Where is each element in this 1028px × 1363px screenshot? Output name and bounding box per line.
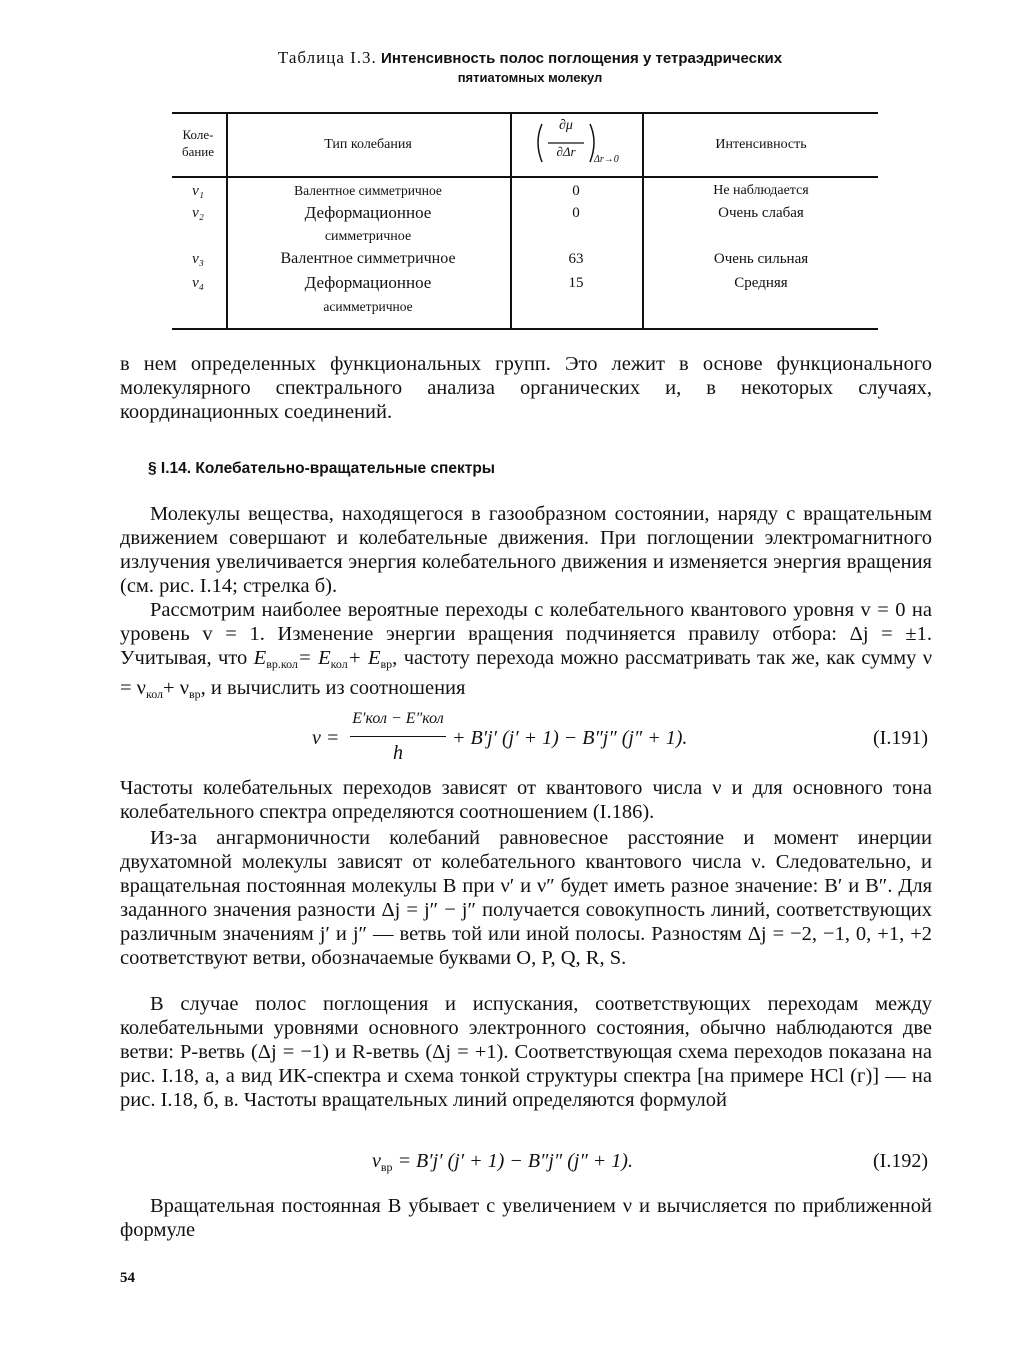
header-derivative bbox=[512, 118, 640, 170]
eq191-fraction-bar bbox=[350, 736, 446, 737]
paragraph-2: Рассмотрим наиболее вероятные переходы с колебательного квантового уровня v = 0 на уровень v = 1. Изменение энергии вращения подчиняется правилу отбора: Δj = ±1. Учитывая, что $E_{вр.кол}= E_{кол}+ E_{вр}$, частоту перехода можно рассматривать так же, как сумму $\nu = \nu_{кол}+ \nu_{вр}$, и вычислить из соотношения bbox=[120, 599, 932, 701]
derivative-limit: Δr→0 bbox=[594, 154, 619, 165]
paragraph-5: В случае полос поглощения и испускания, соответствующих переходам между колебательными уровнями основного электронного состояния, обычно наблюдаются две ветви: P-ветвь (Δj = −1) и R-ветвь (Δj = +1). Соответствующая схема переходов показана на рис. I.18, а, а вид ИК-спектра и схема тонкой структуры спектра [на примере HCl (г)] — на рис. I.18, б, в. Частоты вращательных линий определяются формулой bbox=[120, 993, 932, 1111]
paragraph-6: Вращательная постоянная B убывает с увеличением ν и вычисляется по приближенной формуле bbox=[120, 1195, 932, 1241]
paragraph-4: Из-за ангармоничности колебаний равновесное расстояние и момент инерции двухатомной молекулы зависят от колебательного квантового числа ν. Следовательно, и вращательная постоянная молекулы B при ν′ и ν″ будет иметь разное значение: B′ и B″. Для заданного значения разности Δj = j″ − j″ получается совокупность линий, соответствующих различным значениям j′ и j″ — ветвь той или иной полосы. Разностям Δj = −2, −1, 0, +1, +2 соответствуют ветви, обозначаемые буквами O, P, Q, R, S. bbox=[120, 827, 932, 969]
page-number: 54 bbox=[120, 1270, 135, 1286]
eq191-number: (I.191) bbox=[873, 727, 928, 749]
section-heading: § I.14. Колебательно-вращательные спектры bbox=[148, 460, 496, 477]
page: Таблица I.3. Интенсивность полос поглощения у тетраэдрических пятиатомных молекул Коле- бание Тип колебания ∂μ ∂Δr Δr→0 Интенсивность ν₁ Валентное симметричное 0 Не наблюдается ν₂ Деформационное симметричное 0 Очень слабая ν₃ Валентное симметричное 63 Очень сильная ν₄ Деформационное асимметричное 15 Средняя в нем определенных функциональных групп. Это лежит в основе функционального молекулярного спектрального анализа органических и, в некоторых случаях, координационных соединений. § I.14. Колебательно-вращательные спектры Молекулы вещества, находящегося в газообразном состоянии, наряду с вращательным движением совершают и колебательные движения. При поглощении электромагнитного излучения увеличивается энергия колебательного движения и изменяется энергия вращения (см. рис. I.14; стрелка б). Рассмотрим наиболее вероятные переходы с колебательного квантового уровня v = 0 на уровень v = 1. Изменение энергии вращения подчиняется правилу отбора: Δj = ±1. Учитывая, что $E_{вр.кол}= E_{кол}+ E_{вр}$, частоту перехода можно рассматривать так же, как сумму $\nu = \nu_{кол}+ \nu_{вр}$, и вычислить из соотношения ν = E′кол − E″кол h + B′j′ (j′ + 1) − B″j″ (j″ + 1). (I.191) Частоты колебательных переходов зависят от квантового числа ν и для основного тона колебательного спектра определяются соотношением (I.186). Из-за ангармоничности колебаний равновесное расстояние и момент инерции двухатомной молекулы зависят от колебательного квантового числа ν. Следовательно, и вращательная постоянная молекулы B при ν′ и ν″ будет иметь разное значение: B′ и B″. Для заданного значения разности Δj = j″ − j″ получается совокупность линий, соответствующих различным значениям j′ и j″ — ветвь той или иной полосы. Разностям Δj = −2, −1, 0, +1, +2 соответствуют ветви, обозначаемые буквами O, P, Q, R, S. В случае полос поглощения и испускания, соответствующих переходам между колебательными уровнями основного электронного состояния, обычно наблюдаются две ветви: P-ветвь (Δj = −1) и R-ветвь (Δj = +1). Соответствующая схема переходов показана на рис. I.18, а, а вид ИК-спектра и схема тонкой структуры спектра [на примере HCl (г)] — на рис. I.18, б, в. Частоты вращательных линий определяются формулой $\nu_{вр} = B'j'$ (j′ + 1) − B″j″ (j″ + 1). (I.192) Вращательная постоянная B убывает с увеличением ν и вычисляется по приближенной формуле 54 bbox=[120, 48, 932, 1286]
header-mode: Коле- бание bbox=[181, 127, 215, 159]
table-title: Интенсивность полос поглощения у тетраэдрических bbox=[381, 50, 783, 67]
table-top-rule bbox=[172, 112, 878, 114]
derivative-numerator: ∂μ bbox=[559, 118, 573, 133]
eq192-number: (I.192) bbox=[873, 1150, 928, 1172]
eq191-rhs: + B′j′ (j′ + 1) − B″j″ (j″ + 1). bbox=[452, 727, 688, 749]
table-caption bbox=[230, 48, 830, 86]
table-label: Таблица I.3. bbox=[277, 48, 377, 67]
paragraph-1: Молекулы вещества, находящегося в газообразном состоянии, наряду с вращательным движением совершают и колебательные движения. При поглощении электромагнитного излучения увеличивается энергия колебательного движения и изменяется энергия вращения (см. рис. I.14; стрелка б). bbox=[120, 503, 932, 597]
intro-paragraph: в нем определенных функциональных групп. Это лежит в основе функционального молекулярного спектрального анализа органических и, в некоторых случаях, координационных соединений. bbox=[120, 353, 932, 423]
table-title-line2: пятиатомных молекул bbox=[457, 70, 603, 86]
header-intensity: Интенсивность bbox=[715, 137, 807, 152]
table-bottom-rule bbox=[172, 328, 878, 330]
eq191-denominator: h bbox=[393, 742, 403, 764]
eq191-numerator: E′кол − E″кол bbox=[352, 710, 444, 727]
paragraph-3: Частоты колебательных переходов зависят от квантового числа ν и для основного тона колебательного спектра определяются соотношением (I.186). bbox=[120, 777, 932, 823]
header-type: Тип колебания bbox=[324, 137, 412, 152]
intensity-table: Коле- бание Тип колебания ∂μ ∂Δr Δr→0 Интенсивность ν₁ Валентное симметричное 0 Не наблюдается ν₂ Деформационное симметричное 0 Очень слабая ν₃ Валентное симметричное 63 Очень сильная ν₄ Деформационное асимметричное 15 Средняя bbox=[172, 112, 878, 332]
derivative-denominator: ∂Δr bbox=[556, 144, 576, 159]
table-header-rule bbox=[172, 176, 878, 178]
